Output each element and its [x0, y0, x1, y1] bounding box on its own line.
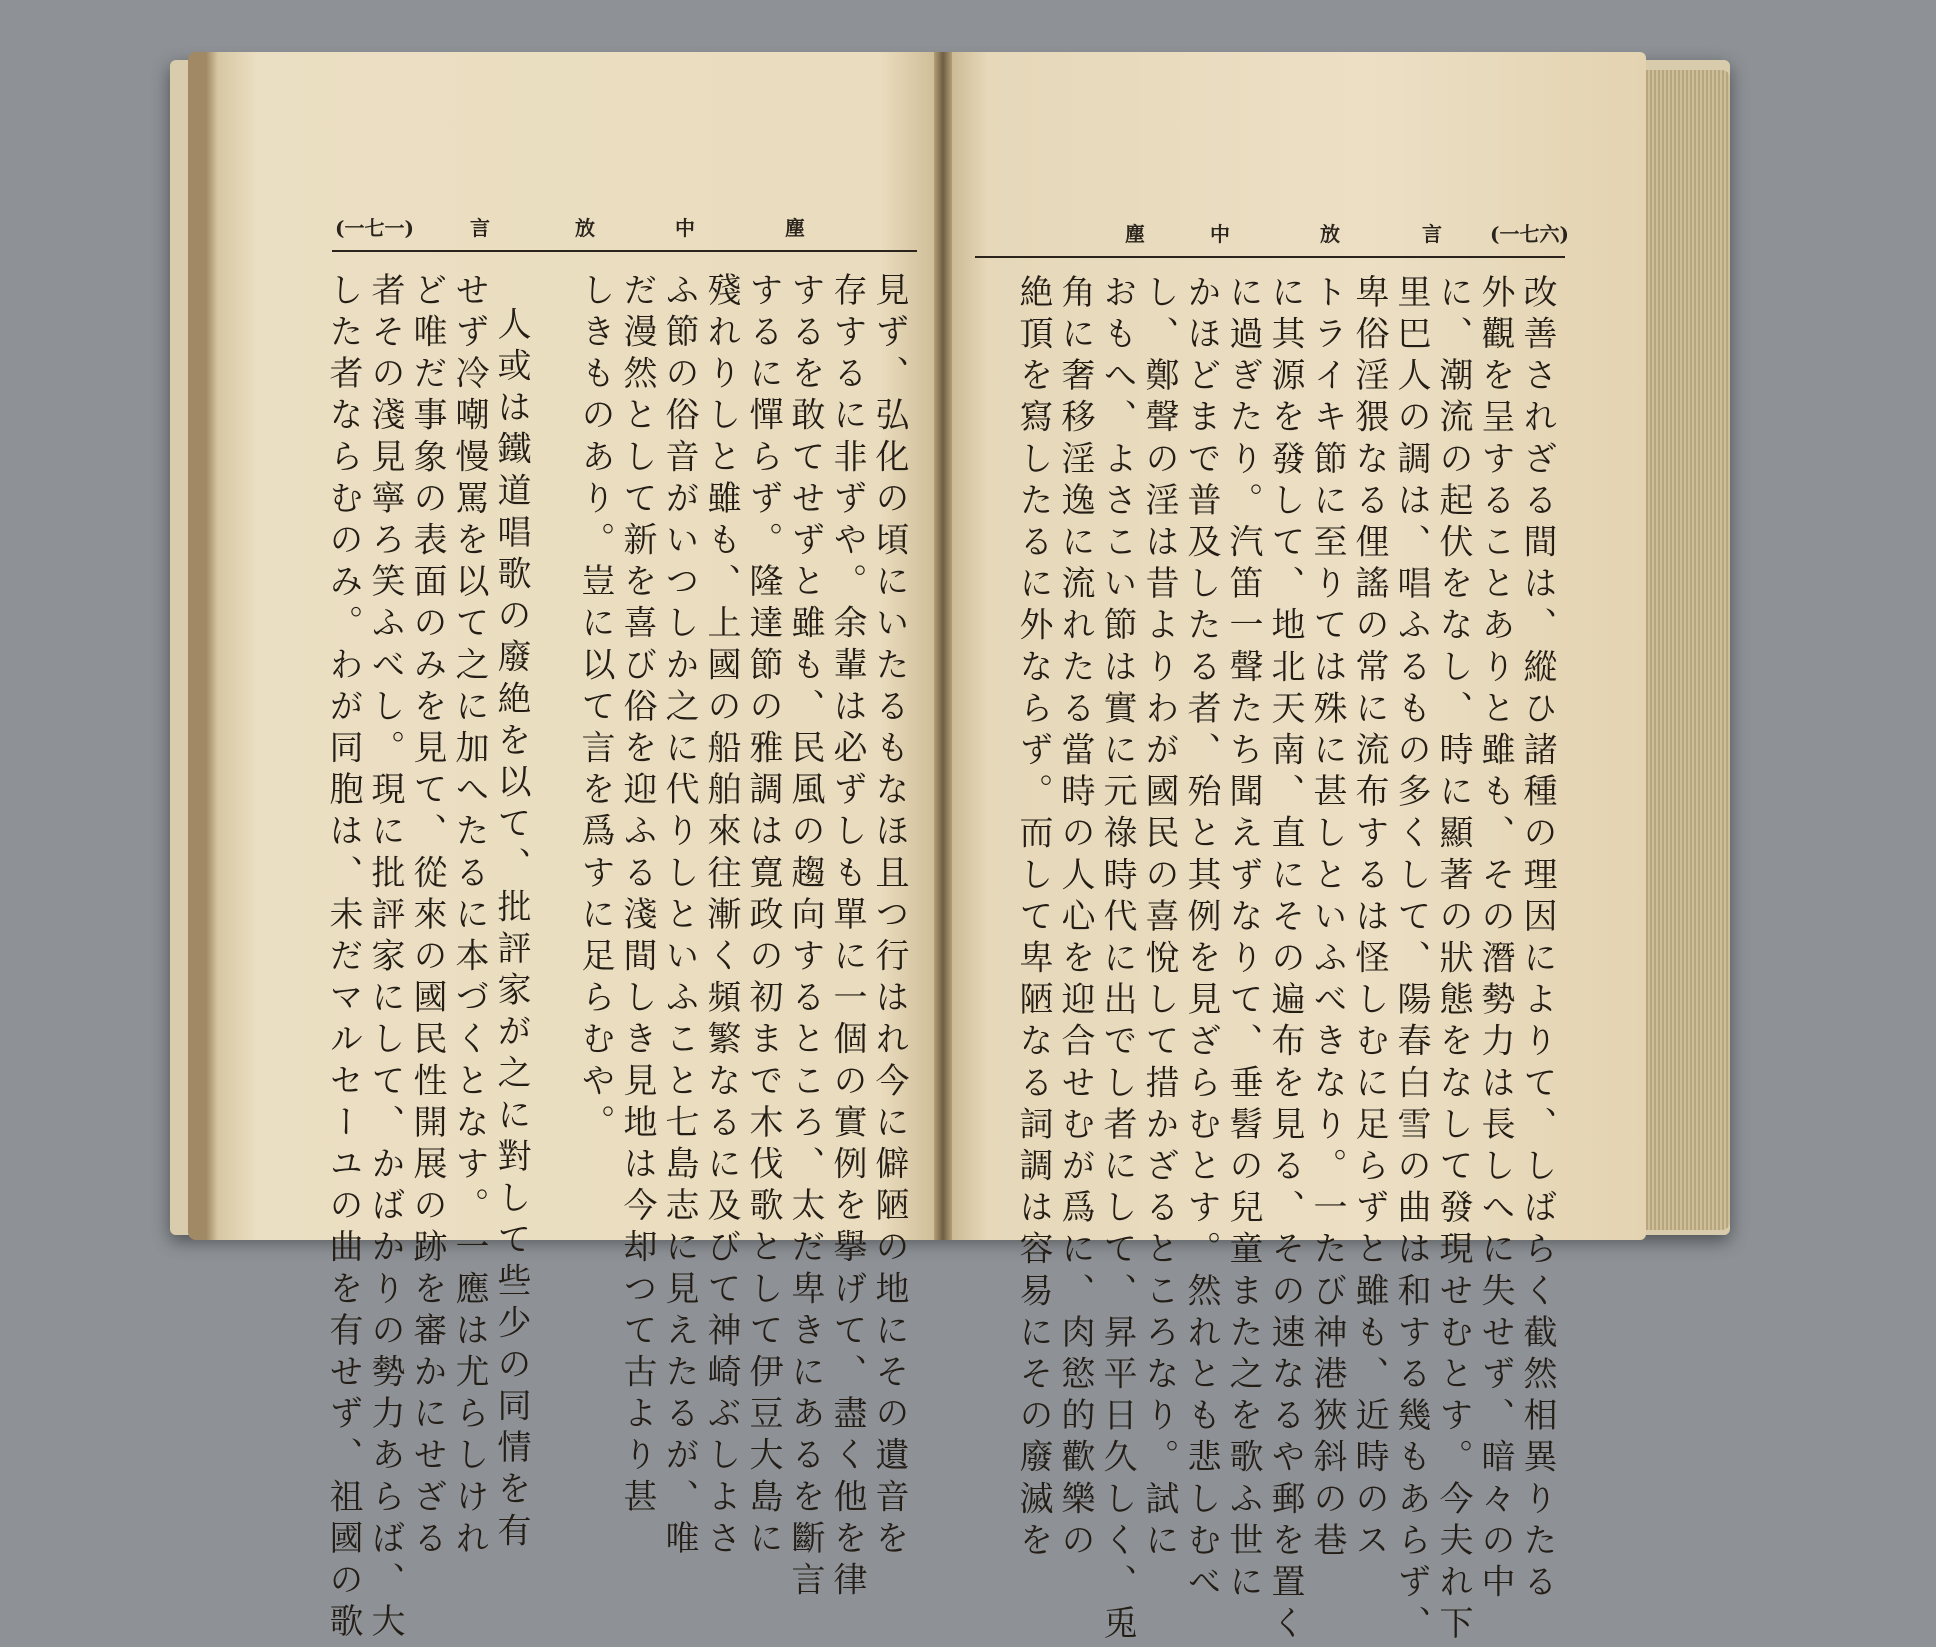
left-text-column-8: しきものあり。豈に以て言を爲すに足らむや。: [575, 272, 615, 1146]
page-stack-edge: [1640, 70, 1730, 1230]
right-running-title-char-4: 言: [1422, 222, 1442, 246]
right-text-column-11: おもへ、よさこい節は實に元祿時代に出でし者にして、昇平日久しく、兎: [1097, 274, 1137, 1647]
right-text-column-1: 改善されざる間は、縱ひ諸種の理因によりて、しばらく截然相異りたる: [1517, 274, 1557, 1606]
left-text-column-12: ど唯だ事象の表面のみを見て、從來の國民性開展の跡を審かにせざる: [407, 272, 447, 1562]
left-running-title-char-3: 中: [675, 216, 695, 240]
left-text-column-1: 見ず、弘化の頃にいたるもなほ且つ行はれ今に僻陋の地にその遺音を: [869, 272, 909, 1562]
right-text-column-8: に過ぎたり。汽笛一聲たち聞えずなりて、垂髫の兒童また之を歌ふ世に: [1223, 274, 1263, 1606]
right-running-title-char-1: 塵: [1125, 222, 1145, 246]
left-text-column-10: 人或は鐵道唱歌の廢絶を以て、批評家が之に對して些少の同情を有: [491, 306, 531, 1554]
left-text-column-5: 殘れりしと雖も、上國の船舶來往漸く頻繁なるに及びて神崎ぶしよさ: [701, 272, 741, 1562]
left-text-column-2: 存するに非ずや。余輩は必ずしも單に一個の實例を擧げて、盡く他を律: [827, 272, 867, 1604]
left-text-column-14: した者ならむのみ。わが同胞は、未だマルセーユの曲を有せず、祖國の歌: [323, 272, 363, 1645]
left-text-column-11: せず冷嘲慢罵を以て之に加へたるに本づくとなす。一應は尤らしけれ: [449, 272, 489, 1562]
right-text-column-3: に、潮流の起伏をなし、時に顯著の狀態をなして發現せむとす。今夫れ下: [1433, 274, 1473, 1647]
left-text-column-4: するに憚らず。隆達節の雅調は寛政の初まで木伐歌として伊豆大島に: [743, 272, 783, 1562]
left-running-title-char-2: 放: [575, 216, 595, 240]
right-running-title-char-2: 中: [1210, 222, 1230, 246]
right-running-title-char-3: 放: [1320, 222, 1340, 246]
right-text-column-13: 絶頂を寫したるに外ならず。而して卑陋なる詞調は容易にその廢滅を: [1013, 274, 1053, 1564]
right-text-column-12: 角に奢移淫逸に流れたる當時の人心を迎合せむが爲に、肉慾的歡樂の: [1055, 274, 1095, 1564]
book-gutter: [934, 52, 952, 1240]
right-text-column-6: トライキ節に至りては殊に甚しといふべきなり。一たび神港狹斜の巷: [1307, 274, 1347, 1564]
right-text-column-5: 卑俗淫猥なる俚謠の常に流布するは怪しむに足らずと雖も、近時のス: [1349, 274, 1389, 1564]
left-text-column-6: ふ節の俗音がいつしか之に代りしといふこと七島志に見えたるが、唯: [659, 272, 699, 1562]
left-text-column-3: するを敢てせずと雖も、民風の趨向するところ、太だ卑きにあるを斷言: [785, 272, 825, 1604]
left-running-title-char-1: 言: [470, 216, 490, 240]
left-text-column-13: 者その淺見寧ろ笑ふべし。現に批評家にして、かばかりの勢力あらば、大: [365, 272, 405, 1645]
left-header-rule: [332, 250, 917, 252]
left-text-column-7: だ漫然として新を喜び俗を迎ふる淺間しき見地は今却つて古より甚: [617, 272, 657, 1520]
right-text-column-9: かほどまで普及したる者、殆と其例を見ざらむとす。然れとも悲しむべ: [1181, 274, 1221, 1606]
left-page-number: (一七一): [335, 216, 414, 240]
left-running-title-char-4: 塵: [785, 216, 805, 240]
right-text-column-4: 里巴人の調は、唱ふるもの多くして、陽春白雪の曲は和する幾もあらず、: [1391, 274, 1431, 1647]
right-text-column-2: 外觀を呈することありと雖も、その潛勢力は長しへに失せず、暗々の中: [1475, 274, 1515, 1606]
right-text-column-10: し、鄭聲の淫は昔よりわが國民の喜悅して措かざるところなり。試に: [1139, 274, 1179, 1564]
right-text-column-7: に其源を發して、地北天南、直にその遍布を見る、その速なるや郵を置く: [1265, 274, 1305, 1647]
right-header-rule: [975, 256, 1565, 258]
right-page-number: (一七六): [1490, 222, 1569, 246]
